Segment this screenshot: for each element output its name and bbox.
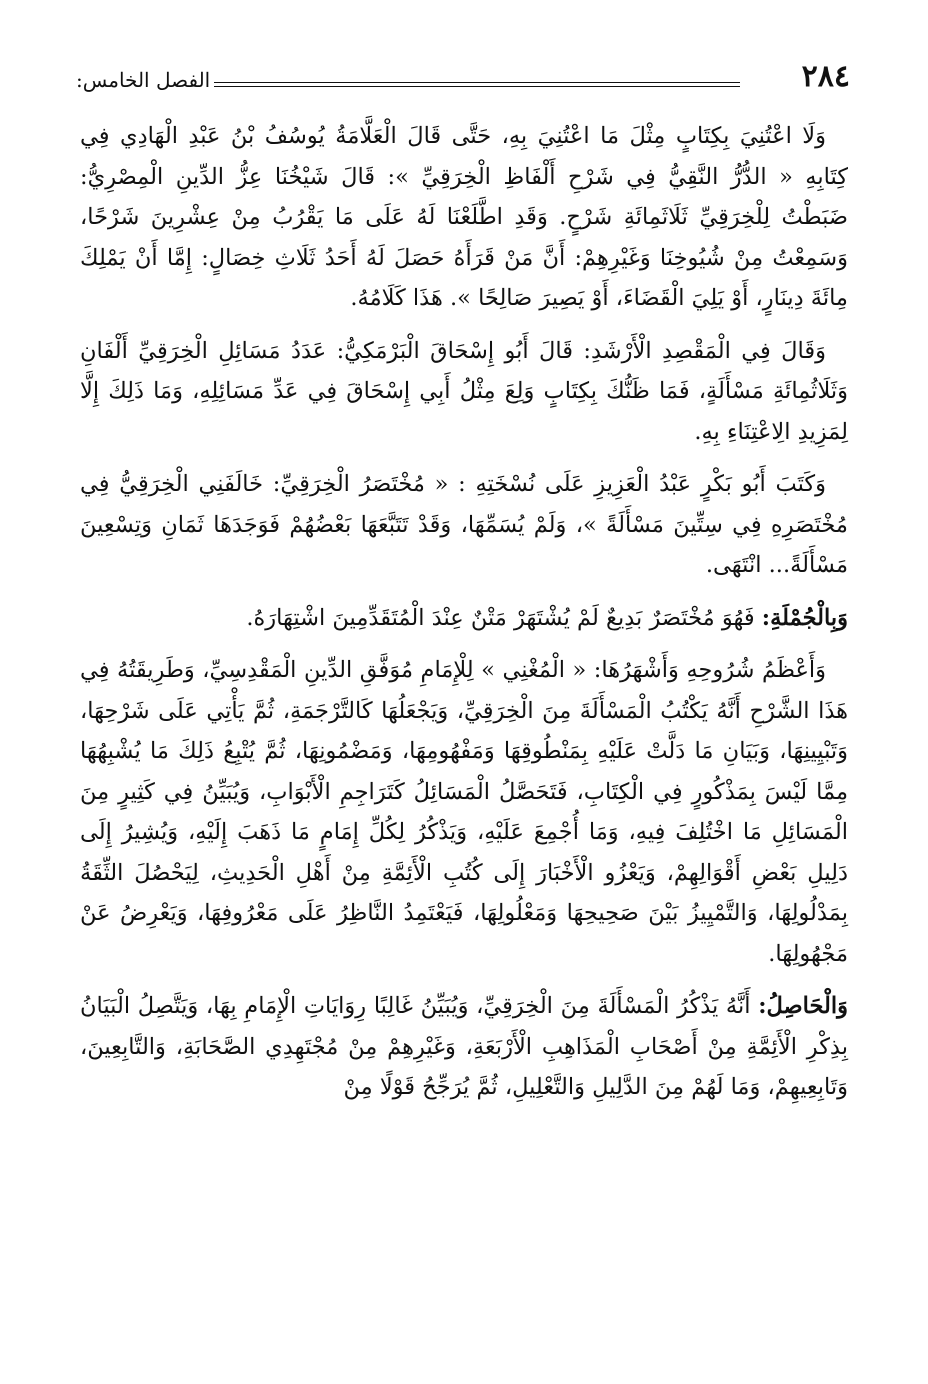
paragraph bbox=[80, 464, 848, 586]
body-text bbox=[80, 116, 848, 1120]
paragraph-text: أَنَّهُ يَذْكُرُ الْمَسْأَلَةَ مِنَ الْخِرَقِيِّ، وَيُبَيِّنُ غَالِبًا رِوَايَاتِ الْإِمَامِ بِهَا، وَيَتَّصِلُ الْبَيَانُ بِذِكْرِ الْأَئِمَّةِ مِنْ أَصْحَابِ الْمَذَاهِبِ الْأَرْبَعَةِ، وَغَيْرِهِمْ مِنْ مُجْتَهِدِي الصَّحَابَةِ، وَالتَّابِعِينَ، وَتَابِعِيهِمْ، وَمَا لَهُمْ مِنَ الدَّلِيلِ وَالتَّعْلِيلِ، ثُمَّ يُرَجِّحُ قَوْلًا مِنْ bbox=[80, 993, 848, 1100]
paragraph bbox=[80, 331, 848, 453]
paragraph-text: فَهُوَ مُخْتَصَرٌ بَدِيعٌ لَمْ يُشْتَهَرْ مَتْنٌ عِنْدَ الْمُتَقَدِّمِينَ اشْتِهَارَهُ. bbox=[246, 604, 762, 631]
paragraph bbox=[80, 116, 848, 319]
page-header bbox=[76, 58, 850, 98]
paragraph-lead: وَالْحَاصِلُ: bbox=[758, 993, 848, 1019]
paragraph-text: وَكَتَبَ أَبُو بَكْرٍ عَبْدُ الْعَزِيزِ عَلَى نُسْخَتِهِ : « مُخْتَصَرُ الْخِرَقِيِّ: خَالَفَنِي الْخِرَقِيُّ فِي مُخْتَصَرِهِ فِي سِتِّينَ مَسْأَلَةً »، وَلَمْ يُسَمِّهَا، وَقَدْ تَتَبَّعَهَا بَعْضُهُمْ فَوَجَدَهَا ثَمَانِ وَتِسْعِينَ مَسْأَلَةً... انْتَهَى. bbox=[80, 471, 848, 578]
paragraph-text: وَلَا اعْتُنِيَ بِكِتَابٍ مِثْلَ مَا اعْتُنِيَ بِهِ، حَتَّى قَالَ الْعَلَّامَةُ يُوسُفُ بْنُ عَبْدِ الْهَادِي فِي كِتَابِهِ « الدُّرُّ النَّقِيُّ فِي شَرْحِ أَلْفَاظِ الْخِرَقِيِّ »: قَالَ شَيْخُنَا عِزُّ الدِّينِ الْمِصْرِيُّ: ضَبَطْتُ لِلْخِرَقِيِّ ثَلَاثَمِائَةِ شَرْحٍ. وَقَدِ اطَّلَعْنَا لَهُ عَلَى مَا يَقْرُبُ مِنْ عِشْرِينَ شَرْحًا، وَسَمِعْتُ مِنْ شُيُوخِنَا وَغَيْرِهِمْ: أَنَّ مَنْ قَرَأَهُ حَصَلَ لَهُ أَحَدُ ثَلَاثِ خِصَالٍ: إِمَّا أَنْ يَمْلِكَ مِائَةَ دِينَارٍ، أَوْ يَلِيَ الْقَضَاءَ، أَوْ يَصِيرَ صَالِحًا ». هَذَا كَلَامُهُ. bbox=[80, 123, 848, 311]
paragraph bbox=[80, 650, 848, 974]
header-rule bbox=[214, 82, 740, 87]
paragraph-lead: وَبِالْجُمْلَةِ: bbox=[761, 604, 848, 631]
page-number: ٢٨٤ bbox=[801, 59, 850, 94]
paragraph bbox=[80, 598, 848, 639]
paragraph-text: وَأَعْظَمُ شُرُوحِهِ وَأَشْهَرُهَا: « الْمُغْنِي » لِلْإِمَامِ مُوَفَّقِ الدِّينِ الْمَقْدِسِيِّ، وَطَرِيقَتُهُ فِي هَذَا الشَّرْحِ أَنَّهُ يَكْتُبُ الْمَسْأَلَةَ مِنَ الْخِرَقِيِّ، وَيَجْعَلُهَا كَالتَّرْجَمَةِ، ثُمَّ يَأْتِي عَلَى شَرْحِهَا، وَتَبْيِينِهَا، وَبَيَانِ مَا دَلَّتْ عَلَيْهِ بِمَنْطُوقِهَا وَمَفْهُومِهَا، وَمَضْمُونِهَا، ثُمَّ يُتْبِعُ ذَلِكَ مَا يُشْبِهُهَا مِمَّا لَيْسَ بِمَذْكُورٍ فِي الْكِتَابِ، فَتَحَصَّلُ الْمَسَائِلُ كَتَرَاجِمِ الْأَبْوَابِ، وَيُبَيِّنُ فِي كَثِيرٍ مِنَ الْمَسَائِلِ مَا اخْتُلِفَ فِيهِ، وَمَا أُجْمِعَ عَلَيْهِ، وَيَذْكُرُ لِكُلِّ إِمَامٍ مَا ذَهَبَ إِلَيْهِ، وَيُشِيرُ إِلَى دَلِيلِ بَعْضِ أَقْوَالِهِمْ، وَيَعْزُو الْأَخْبَارَ إِلَى كُتُبِ الْأَئِمَّةِ مِنْ أَهْلِ الْحَدِيثِ، لِيَحْصُلَ الثِّقَةُ بِمَدْلُولِهَا، وَالتَّمْيِيزُ بَيْنَ صَحِيحِهَا وَمَعْلُولِهَا، فَيَعْتَمِدُ النَّاظِرُ عَلَى مَعْرُوفِهَا، وَيَعْرِضُ عَنْ مَجْهُولِهَا. bbox=[80, 657, 848, 967]
chapter-title: الفصل الخامس: bbox=[76, 68, 211, 92]
paragraph-text: وَقَالَ فِي الْمَقْصِدِ الْأَرْشَدِ: قَالَ أَبُو إِسْحَاقَ الْبَرْمَكِيُّ: عَدَدُ مَسَائِلِ الْخِرَقِيِّ أَلْفَانِ وَثَلَاثُمِائَةِ مَسْأَلَةٍ، فَمَا ظَنُّكَ بِكِتَابٍ وَلِعَ مِثْلُ أَبِي إِسْحَاقَ فِي عَدِّ مَسَائِلِهِ، وَمَا ذَلِكَ إِلَّا لِمَزِيدِ الِاعْتِنَاءِ بِهِ. bbox=[80, 337, 848, 445]
paragraph bbox=[80, 986, 848, 1108]
